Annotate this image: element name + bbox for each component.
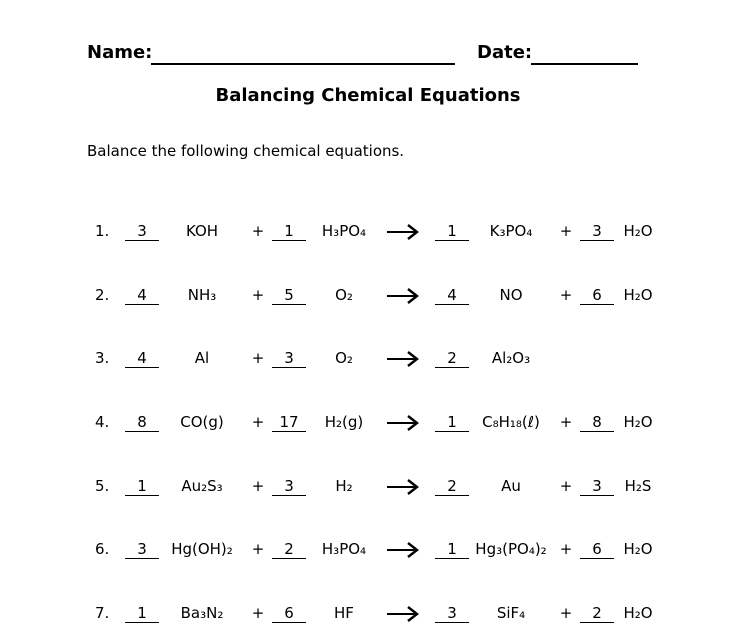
coefficient-blank[interactable]: 3 xyxy=(125,222,159,241)
formula: O₂ xyxy=(335,349,353,367)
formula: Hg₃(PO₄)₂ xyxy=(475,540,547,558)
formula: H₂O xyxy=(623,540,653,558)
formula: H₃PO₄ xyxy=(321,222,367,240)
formula: Ba₃N₂ xyxy=(180,604,224,622)
equation-row xyxy=(0,286,736,310)
formula: K₃PO₄ xyxy=(489,222,533,240)
equation-number: 4. xyxy=(95,413,110,431)
plus-sign: + xyxy=(251,604,265,622)
equation-number: 6. xyxy=(95,540,110,558)
coefficient-blank[interactable]: 2 xyxy=(435,477,469,496)
plus-sign: + xyxy=(559,604,573,622)
coefficient-blank[interactable]: 1 xyxy=(125,604,159,623)
formula: H₂O xyxy=(623,413,653,431)
formula: H₃PO₄ xyxy=(321,540,367,558)
formula: Hg(OH)₂ xyxy=(171,540,233,558)
date-field[interactable] xyxy=(531,63,638,65)
coefficient-blank[interactable]: 2 xyxy=(435,349,469,368)
formula: Al₂O₃ xyxy=(491,349,531,367)
plus-sign: + xyxy=(559,540,573,558)
coefficient-blank[interactable]: 6 xyxy=(580,286,614,305)
coefficient-blank[interactable]: 2 xyxy=(580,604,614,623)
equation-row xyxy=(0,604,736,628)
date-label: Date: xyxy=(477,42,533,63)
formula: H₂O xyxy=(623,604,653,622)
coefficient-blank[interactable]: 1 xyxy=(435,540,469,559)
coefficient-blank[interactable]: 1 xyxy=(435,413,469,432)
coefficient-blank[interactable]: 3 xyxy=(272,349,306,368)
coefficient-blank[interactable]: 3 xyxy=(272,477,306,496)
coefficient-blank[interactable]: 4 xyxy=(125,349,159,368)
plus-sign: + xyxy=(559,286,573,304)
reaction-arrow-icon xyxy=(386,478,420,496)
equation-row xyxy=(0,413,736,437)
coefficient-blank[interactable]: 6 xyxy=(580,540,614,559)
name-field[interactable] xyxy=(151,63,455,65)
equation-number: 5. xyxy=(95,477,110,495)
reaction-arrow-icon xyxy=(386,605,420,623)
formula: H₂O xyxy=(623,286,653,304)
reaction-arrow-icon xyxy=(386,350,420,368)
formula: O₂ xyxy=(335,286,353,304)
coefficient-blank[interactable]: 6 xyxy=(272,604,306,623)
reaction-arrow-icon xyxy=(386,223,420,241)
formula: CO(g) xyxy=(180,413,224,431)
instructions-text: Balance the following chemical equations. xyxy=(87,142,405,160)
formula: NH₃ xyxy=(187,286,217,304)
coefficient-blank[interactable]: 8 xyxy=(125,413,159,432)
plus-sign: + xyxy=(559,222,573,240)
formula: H₂(g) xyxy=(324,413,364,431)
plus-sign: + xyxy=(251,540,265,558)
formula: Al xyxy=(194,349,210,367)
formula: Au xyxy=(501,477,521,495)
plus-sign: + xyxy=(559,477,573,495)
coefficient-blank[interactable]: 4 xyxy=(435,286,469,305)
coefficient-blank[interactable]: 3 xyxy=(580,222,614,241)
worksheet-title: Balancing Chemical Equations xyxy=(215,85,521,106)
plus-sign: + xyxy=(559,413,573,431)
plus-sign: + xyxy=(251,286,265,304)
formula: H₂O xyxy=(623,222,653,240)
coefficient-blank[interactable]: 3 xyxy=(125,540,159,559)
name-label: Name: xyxy=(87,42,153,63)
formula: KOH xyxy=(185,222,219,240)
equation-number: 2. xyxy=(95,286,110,304)
formula: Au₂S₃ xyxy=(181,477,223,495)
equation-number: 3. xyxy=(95,349,110,367)
reaction-arrow-icon xyxy=(386,541,420,559)
plus-sign: + xyxy=(251,222,265,240)
header-row xyxy=(0,42,736,68)
equation-row xyxy=(0,222,736,246)
formula: SiF₄ xyxy=(496,604,526,622)
plus-sign: + xyxy=(251,413,265,431)
equation-row xyxy=(0,477,736,501)
coefficient-blank[interactable]: 2 xyxy=(272,540,306,559)
coefficient-blank[interactable]: 1 xyxy=(272,222,306,241)
reaction-arrow-icon xyxy=(386,287,420,305)
equation-number: 7. xyxy=(95,604,110,622)
reaction-arrow-icon xyxy=(386,414,420,432)
equation-number: 1. xyxy=(95,222,110,240)
formula: HF xyxy=(334,604,354,622)
coefficient-blank[interactable]: 3 xyxy=(435,604,469,623)
coefficient-blank[interactable]: 1 xyxy=(435,222,469,241)
plus-sign: + xyxy=(251,349,265,367)
coefficient-blank[interactable]: 4 xyxy=(125,286,159,305)
coefficient-blank[interactable]: 5 xyxy=(272,286,306,305)
formula: H₂ xyxy=(335,477,353,495)
formula: H₂S xyxy=(624,477,652,495)
formula: C₈H₁₈(ℓ) xyxy=(482,413,540,431)
formula: NO xyxy=(499,286,523,304)
equation-row xyxy=(0,540,736,564)
coefficient-blank[interactable]: 1 xyxy=(125,477,159,496)
equation-row xyxy=(0,349,736,373)
plus-sign: + xyxy=(251,477,265,495)
coefficient-blank[interactable]: 3 xyxy=(580,477,614,496)
coefficient-blank[interactable]: 8 xyxy=(580,413,614,432)
coefficient-blank[interactable]: 17 xyxy=(272,413,306,432)
